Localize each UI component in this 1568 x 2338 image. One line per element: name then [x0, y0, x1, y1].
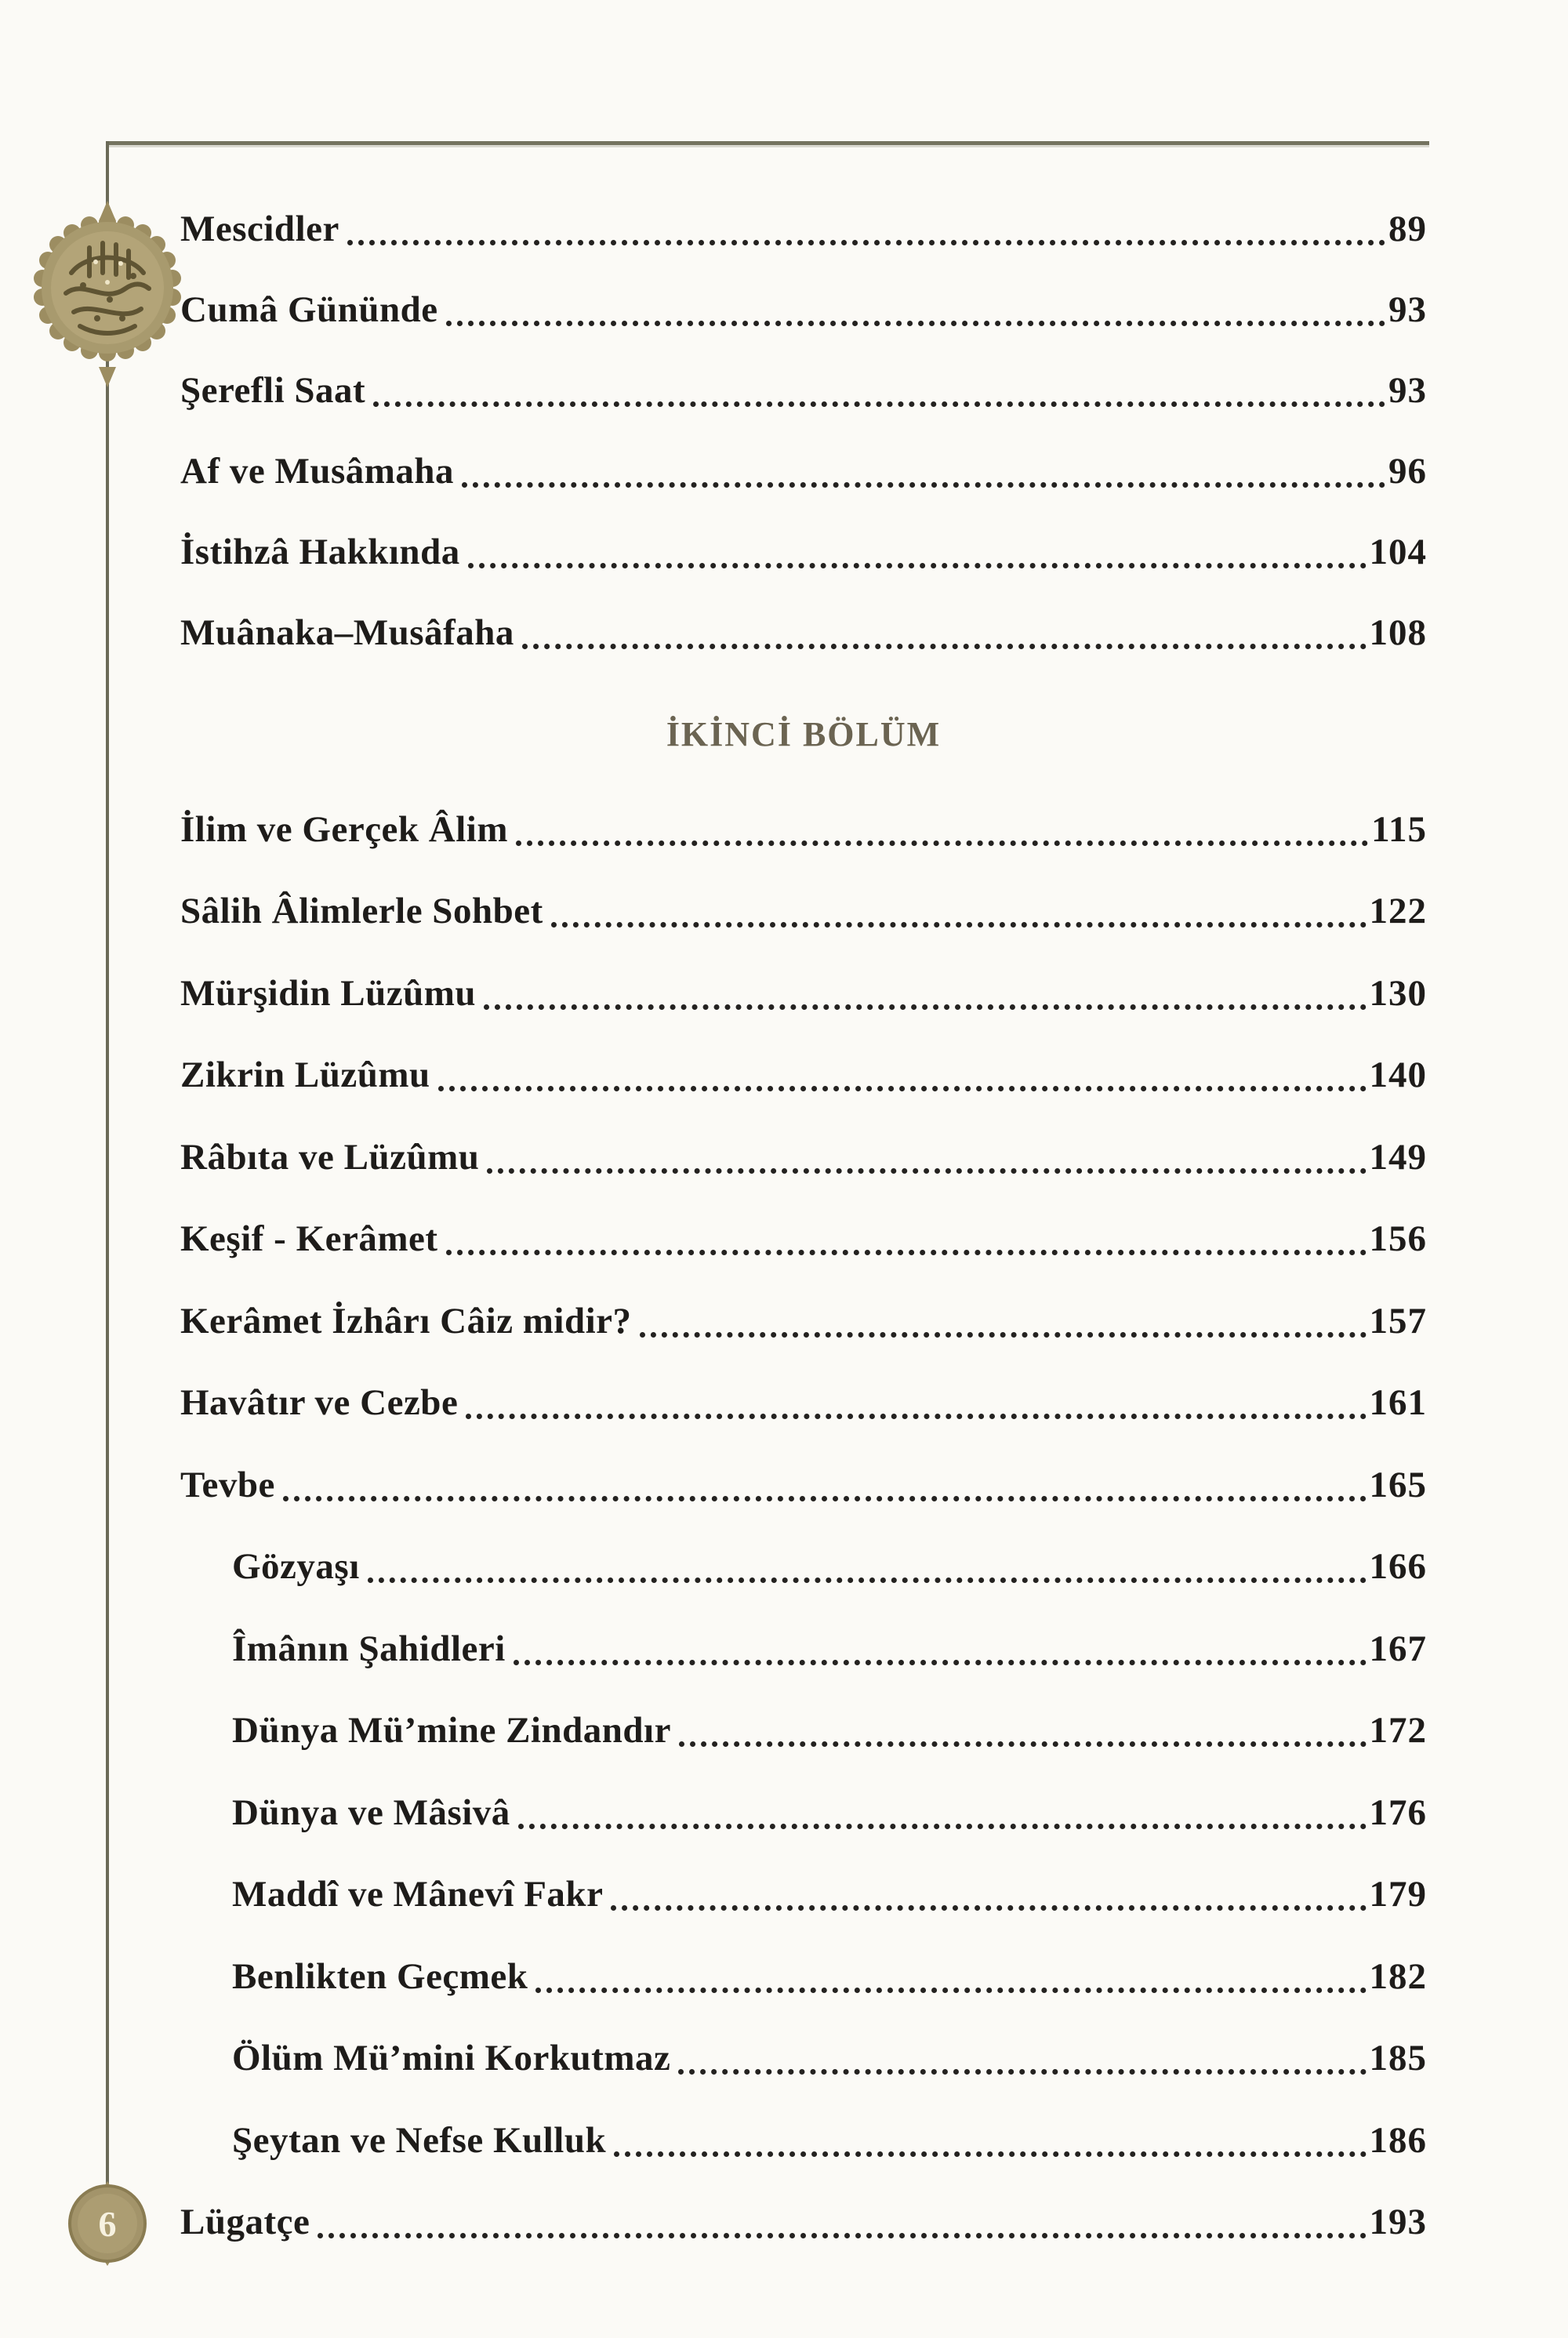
- toc-entry-title: İlim ve Gerçek Âlim: [180, 808, 509, 850]
- dotted-leader: [518, 1824, 1367, 1829]
- toc-entry-page-number: 157: [1369, 1300, 1427, 1341]
- toc-entry-page-number: 130: [1369, 972, 1427, 1014]
- page-number-badge: [67, 2181, 148, 2266]
- toc-entry: [180, 1031, 1427, 1113]
- frame-left-border: [106, 141, 109, 2189]
- section-heading: İKİNCİ BÖLÜM: [666, 714, 942, 753]
- toc-entry-page-number: 93: [1388, 289, 1427, 330]
- toc-entry: [180, 1113, 1427, 1195]
- toc-entry-page-number: 182: [1369, 1955, 1427, 1997]
- toc-entry-page-number: 176: [1369, 1792, 1427, 1833]
- toc-entry-title: Îmânın Şahidleri: [232, 1628, 506, 1669]
- toc-entry: [180, 1686, 1427, 1769]
- toc-entry-title: İstihzâ Hakkında: [180, 532, 460, 572]
- dotted-leader: [283, 1496, 1367, 1501]
- toc-entry-title: Şeytan ve Nefse Kulluk: [232, 2119, 607, 2161]
- toc-entry-page-number: 186: [1369, 2119, 1427, 2161]
- toc-entry: [180, 2014, 1427, 2097]
- dotted-leader: [551, 922, 1367, 928]
- toc-entry-title: Mürşidin Lüzûmu: [180, 972, 477, 1014]
- toc-entry-page-number: 167: [1369, 1628, 1427, 1669]
- toc-entry-title: Râbıta ve Lüzûmu: [180, 1136, 480, 1178]
- dotted-leader: [514, 1660, 1367, 1665]
- dotted-leader: [347, 240, 1385, 245]
- dotted-leader: [678, 2069, 1366, 2075]
- dotted-leader: [535, 1988, 1366, 1993]
- table-of-contents: [180, 186, 1427, 2260]
- toc-section-1: [180, 186, 1427, 670]
- toc-entry-title: Dünya Mü’mine Zindandır: [232, 1710, 671, 1751]
- toc-entry: [180, 785, 1427, 867]
- toc-section-2: [180, 785, 1427, 2260]
- dotted-leader: [446, 321, 1385, 326]
- dotted-leader: [611, 1905, 1366, 1911]
- dotted-leader: [466, 1414, 1366, 1419]
- toc-entry-title: Keşif - Kerâmet: [180, 1218, 438, 1259]
- toc-entry: [180, 867, 1427, 949]
- dotted-leader: [679, 1741, 1367, 1747]
- toc-entry-title: Şerefli Saat: [180, 370, 366, 411]
- toc-entry-title: Ölüm Mü’mini Korkutmaz: [232, 2038, 671, 2078]
- toc-entry-page-number: 172: [1369, 1710, 1427, 1751]
- toc-entry-page-number: 115: [1371, 808, 1427, 850]
- toc-entry-title: Cumâ Gününde: [180, 289, 438, 330]
- toc-entry-page-number: 93: [1388, 370, 1427, 411]
- dotted-leader: [468, 563, 1367, 568]
- toc-entry-page-number: 193: [1369, 2202, 1427, 2242]
- toc-entry: [180, 2096, 1427, 2178]
- toc-entry-title: Gözyaşı: [232, 1546, 360, 1587]
- toc-entry-page-number: 108: [1369, 612, 1427, 653]
- toc-entry-page-number: 140: [1369, 1055, 1427, 1095]
- toc-entry-title: Mescidler: [180, 209, 339, 249]
- toc-entry-title: Havâtır ve Cezbe: [180, 1382, 459, 1423]
- toc-entry-page-number: 156: [1369, 1218, 1427, 1259]
- dotted-leader: [614, 2151, 1366, 2157]
- toc-entry-page-number: 161: [1369, 1382, 1427, 1423]
- toc-entry-title: Zikrin Lüzûmu: [180, 1055, 430, 1095]
- toc-entry: [180, 1932, 1427, 2014]
- toc-entry-title: Tevbe: [180, 1464, 275, 1505]
- toc-entry: [180, 1523, 1427, 1605]
- toc-entry: [180, 267, 1427, 347]
- dotted-leader: [640, 1332, 1367, 1338]
- toc-entry-page-number: 165: [1369, 1464, 1427, 1505]
- dotted-leader: [462, 482, 1385, 488]
- toc-entry-title: Af ve Musâmaha: [180, 451, 455, 492]
- toc-entry-page-number: 185: [1369, 2038, 1427, 2078]
- toc-entry: [180, 347, 1427, 428]
- toc-entry-title: Kerâmet İzhârı Câiz midir?: [180, 1300, 632, 1341]
- toc-entry-page-number: 149: [1369, 1136, 1427, 1178]
- dotted-leader: [373, 401, 1385, 407]
- toc-entry: [180, 1440, 1427, 1523]
- toc-entry: [180, 949, 1427, 1031]
- dotted-leader: [446, 1250, 1367, 1255]
- toc-entry-title: Sâlih Âlimlerle Sohbet: [180, 891, 543, 931]
- toc-entry-title: Dünya ve Mâsivâ: [232, 1792, 510, 1833]
- toc-entry: [180, 590, 1427, 670]
- dotted-leader: [522, 644, 1367, 649]
- dotted-leader: [487, 1168, 1366, 1174]
- toc-entry: [180, 1195, 1427, 1277]
- dotted-leader: [318, 2233, 1366, 2238]
- toc-entry: [180, 1604, 1427, 1686]
- dotted-leader: [438, 1086, 1367, 1091]
- toc-entry: [180, 1768, 1427, 1850]
- dotted-leader: [516, 840, 1368, 846]
- toc-entry: [180, 1276, 1427, 1359]
- toc-entry-page-number: 104: [1369, 532, 1427, 572]
- toc-entry: [180, 1850, 1427, 1933]
- toc-entry: [180, 1359, 1427, 1441]
- dotted-leader: [368, 1577, 1367, 1583]
- calligraphy-medallion-icon: [28, 201, 187, 387]
- toc-entry-page-number: 166: [1369, 1546, 1427, 1587]
- toc-entry: [180, 509, 1427, 590]
- toc-entry-title: Benlikten Geçmek: [232, 1955, 528, 1997]
- toc-entry-title: Maddî ve Mânevî Fakr: [232, 1874, 604, 1915]
- toc-entry-page-number: 89: [1388, 209, 1427, 249]
- toc-entry-title: Muânaka–Musâfaha: [180, 612, 514, 653]
- toc-entry-page-number: 179: [1369, 1874, 1427, 1915]
- dotted-leader: [484, 1004, 1366, 1010]
- toc-entry: [180, 186, 1427, 267]
- toc-entry: [180, 428, 1427, 509]
- page-number: 6: [98, 2203, 117, 2244]
- toc-entry-page-number: 96: [1388, 451, 1427, 492]
- toc-entry: [180, 2178, 1427, 2260]
- toc-entry-page-number: 122: [1369, 891, 1427, 931]
- toc-entry-title: Lügatçe: [180, 2202, 310, 2242]
- frame-top-border: [107, 141, 1429, 145]
